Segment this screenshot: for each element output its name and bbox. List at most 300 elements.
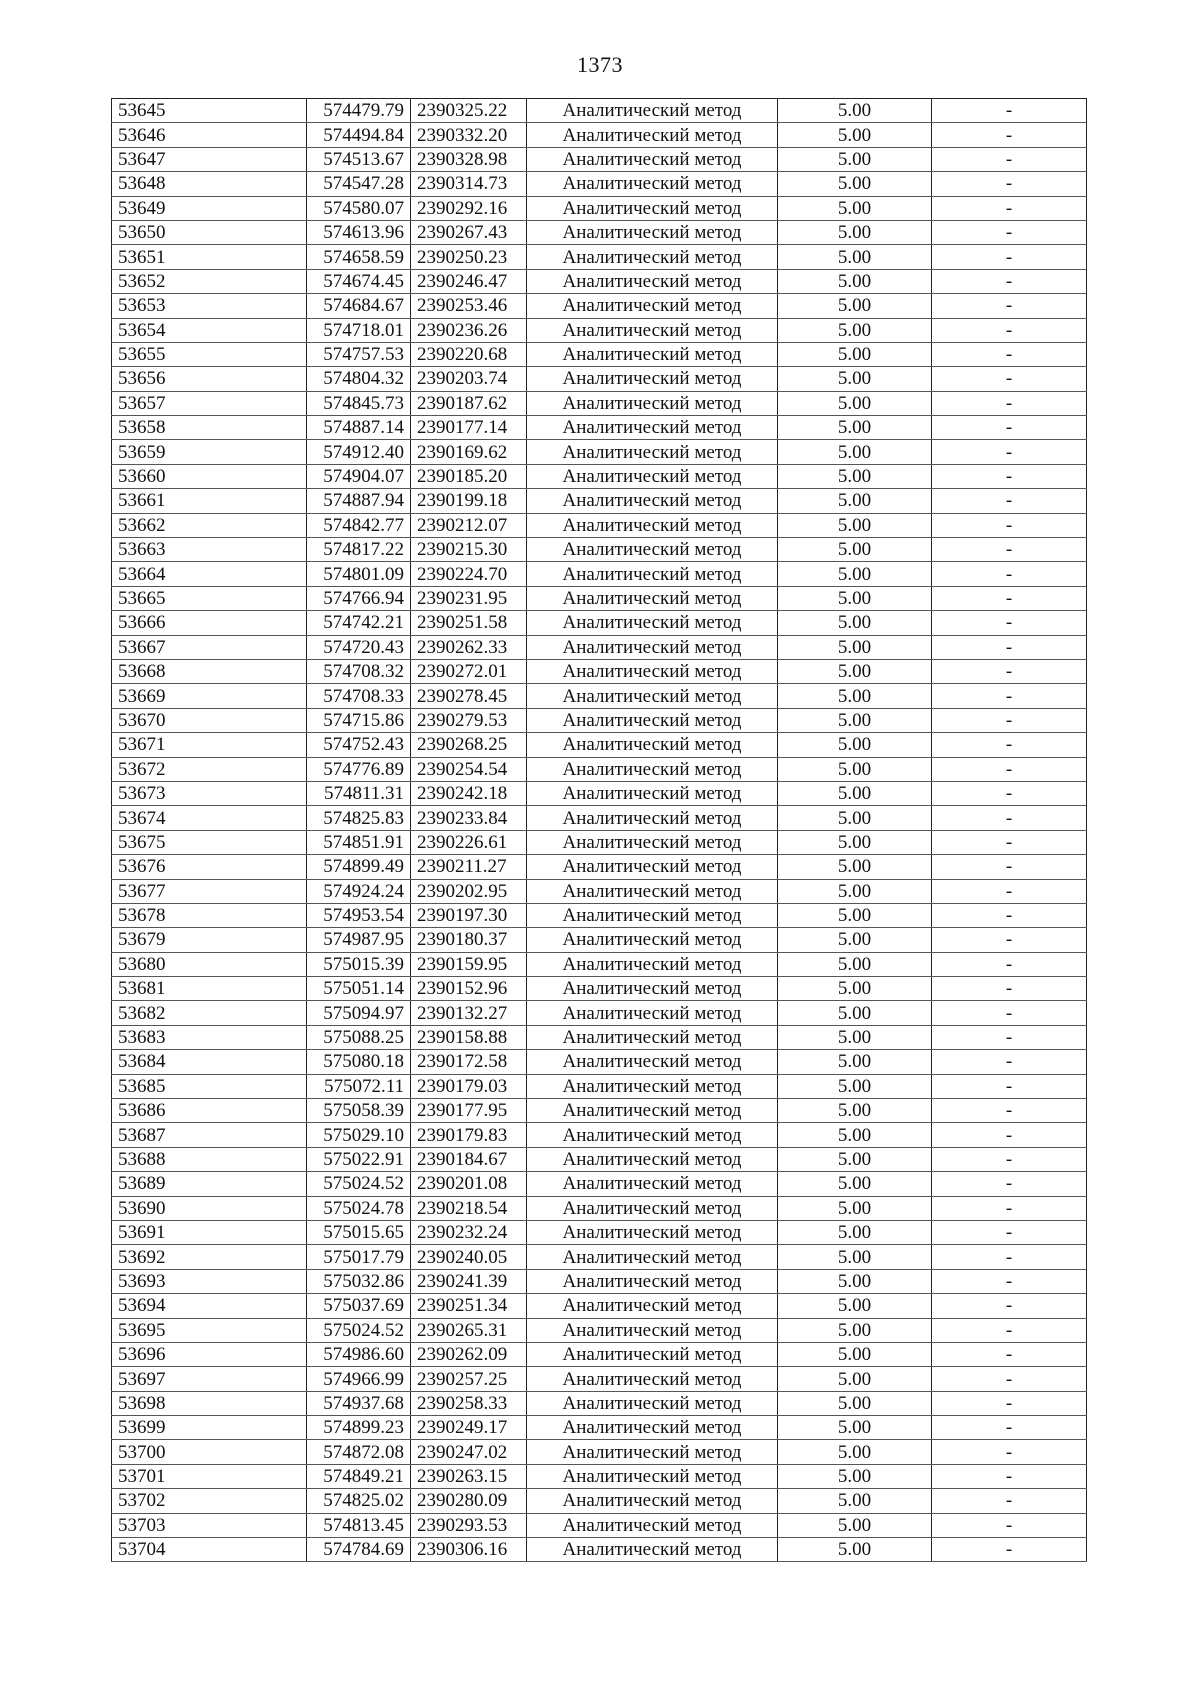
point-number-cell: 53655 — [112, 342, 307, 366]
description-cell: - — [932, 903, 1087, 927]
y-coordinate-cell: 2390199.18 — [411, 489, 527, 513]
y-coordinate-cell: 2390177.95 — [411, 1099, 527, 1123]
table-row — [112, 879, 1087, 903]
x-coordinate-cell: 574708.32 — [307, 659, 411, 683]
point-number-cell: 53665 — [112, 586, 307, 610]
table-row — [112, 99, 1087, 123]
point-number-cell: 53701 — [112, 1464, 307, 1488]
method-cell: Аналитический метод — [527, 1269, 778, 1293]
x-coordinate-cell: 574658.59 — [307, 245, 411, 269]
y-coordinate-cell: 2390251.34 — [411, 1294, 527, 1318]
y-coordinate-cell: 2390220.68 — [411, 342, 527, 366]
point-number-cell: 53700 — [112, 1440, 307, 1464]
x-coordinate-cell: 574811.31 — [307, 781, 411, 805]
precision-cell: 5.00 — [778, 391, 932, 415]
table-row — [112, 611, 1087, 635]
description-cell: - — [932, 879, 1087, 903]
x-coordinate-cell: 574912.40 — [307, 440, 411, 464]
precision-cell: 5.00 — [778, 196, 932, 220]
x-coordinate-cell: 575024.52 — [307, 1172, 411, 1196]
precision-cell: 5.00 — [778, 635, 932, 659]
y-coordinate-cell: 2390254.54 — [411, 757, 527, 781]
y-coordinate-cell: 2390236.26 — [411, 318, 527, 342]
point-number-cell: 53697 — [112, 1367, 307, 1391]
y-coordinate-cell: 2390253.46 — [411, 294, 527, 318]
point-number-cell: 53685 — [112, 1074, 307, 1098]
table-row — [112, 318, 1087, 342]
x-coordinate-cell: 574718.01 — [307, 318, 411, 342]
x-coordinate-cell: 575080.18 — [307, 1050, 411, 1074]
method-cell: Аналитический метод — [527, 538, 778, 562]
point-number-cell: 53690 — [112, 1196, 307, 1220]
point-number-cell: 53695 — [112, 1318, 307, 1342]
description-cell: - — [932, 416, 1087, 440]
table-row — [112, 1196, 1087, 1220]
method-cell: Аналитический метод — [527, 977, 778, 1001]
point-number-cell: 53662 — [112, 513, 307, 537]
x-coordinate-cell: 574742.21 — [307, 611, 411, 635]
precision-cell: 5.00 — [778, 489, 932, 513]
description-cell: - — [932, 830, 1087, 854]
y-coordinate-cell: 2390212.07 — [411, 513, 527, 537]
point-number-cell: 53694 — [112, 1294, 307, 1318]
y-coordinate-cell: 2390250.23 — [411, 245, 527, 269]
table-row — [112, 1123, 1087, 1147]
point-number-cell: 53677 — [112, 879, 307, 903]
description-cell: - — [932, 562, 1087, 586]
y-coordinate-cell: 2390258.33 — [411, 1391, 527, 1415]
method-cell: Аналитический метод — [527, 123, 778, 147]
x-coordinate-cell: 574720.43 — [307, 635, 411, 659]
precision-cell: 5.00 — [778, 1464, 932, 1488]
precision-cell: 5.00 — [778, 977, 932, 1001]
y-coordinate-cell: 2390179.83 — [411, 1123, 527, 1147]
table-row — [112, 1416, 1087, 1440]
y-coordinate-cell: 2390325.22 — [411, 99, 527, 123]
y-coordinate-cell: 2390218.54 — [411, 1196, 527, 1220]
x-coordinate-cell: 574966.99 — [307, 1367, 411, 1391]
point-number-cell: 53649 — [112, 196, 307, 220]
table-row — [112, 245, 1087, 269]
description-cell: - — [932, 611, 1087, 635]
table-row — [112, 1245, 1087, 1269]
description-cell: - — [932, 342, 1087, 366]
y-coordinate-cell: 2390262.33 — [411, 635, 527, 659]
description-cell: - — [932, 245, 1087, 269]
method-cell: Аналитический метод — [527, 1489, 778, 1513]
description-cell: - — [932, 1123, 1087, 1147]
precision-cell: 5.00 — [778, 1220, 932, 1244]
precision-cell: 5.00 — [778, 806, 932, 830]
method-cell: Аналитический метод — [527, 586, 778, 610]
x-coordinate-cell: 574845.73 — [307, 391, 411, 415]
x-coordinate-cell: 574580.07 — [307, 196, 411, 220]
x-coordinate-cell: 575024.52 — [307, 1318, 411, 1342]
x-coordinate-cell: 574513.67 — [307, 147, 411, 171]
point-number-cell: 53674 — [112, 806, 307, 830]
point-number-cell: 53658 — [112, 416, 307, 440]
table-row — [112, 1172, 1087, 1196]
method-cell: Аналитический метод — [527, 269, 778, 293]
table-row — [112, 440, 1087, 464]
precision-cell: 5.00 — [778, 1001, 932, 1025]
point-number-cell: 53704 — [112, 1538, 307, 1562]
y-coordinate-cell: 2390211.27 — [411, 855, 527, 879]
precision-cell: 5.00 — [778, 1489, 932, 1513]
precision-cell: 5.00 — [778, 538, 932, 562]
y-coordinate-cell: 2390246.47 — [411, 269, 527, 293]
precision-cell: 5.00 — [778, 123, 932, 147]
description-cell: - — [932, 733, 1087, 757]
x-coordinate-cell: 574887.94 — [307, 489, 411, 513]
table-row — [112, 1099, 1087, 1123]
description-cell: - — [932, 1074, 1087, 1098]
description-cell: - — [932, 1245, 1087, 1269]
table-row — [112, 781, 1087, 805]
x-coordinate-cell: 574479.79 — [307, 99, 411, 123]
method-cell: Аналитический метод — [527, 806, 778, 830]
precision-cell: 5.00 — [778, 733, 932, 757]
precision-cell: 5.00 — [778, 513, 932, 537]
method-cell: Аналитический метод — [527, 879, 778, 903]
description-cell: - — [932, 391, 1087, 415]
method-cell: Аналитический метод — [527, 830, 778, 854]
y-coordinate-cell: 2390314.73 — [411, 172, 527, 196]
y-coordinate-cell: 2390158.88 — [411, 1025, 527, 1049]
description-cell: - — [932, 318, 1087, 342]
method-cell: Аналитический метод — [527, 440, 778, 464]
point-number-cell: 53699 — [112, 1416, 307, 1440]
x-coordinate-cell: 574752.43 — [307, 733, 411, 757]
method-cell: Аналитический метод — [527, 952, 778, 976]
x-coordinate-cell: 574757.53 — [307, 342, 411, 366]
precision-cell: 5.00 — [778, 684, 932, 708]
x-coordinate-cell: 575017.79 — [307, 1245, 411, 1269]
description-cell: - — [932, 1001, 1087, 1025]
description-cell: - — [932, 1391, 1087, 1415]
y-coordinate-cell: 2390263.15 — [411, 1464, 527, 1488]
y-coordinate-cell: 2390187.62 — [411, 391, 527, 415]
method-cell: Аналитический метод — [527, 464, 778, 488]
precision-cell: 5.00 — [778, 367, 932, 391]
table-row — [112, 1220, 1087, 1244]
description-cell: - — [932, 1294, 1087, 1318]
method-cell: Аналитический метод — [527, 562, 778, 586]
method-cell: Аналитический метод — [527, 416, 778, 440]
method-cell: Аналитический метод — [527, 1538, 778, 1562]
method-cell: Аналитический метод — [527, 99, 778, 123]
description-cell: - — [932, 635, 1087, 659]
point-number-cell: 53660 — [112, 464, 307, 488]
method-cell: Аналитический метод — [527, 1172, 778, 1196]
table-row — [112, 1513, 1087, 1537]
description-cell: - — [932, 367, 1087, 391]
table-row — [112, 123, 1087, 147]
x-coordinate-cell: 575072.11 — [307, 1074, 411, 1098]
x-coordinate-cell: 574674.45 — [307, 269, 411, 293]
point-number-cell: 53646 — [112, 123, 307, 147]
method-cell: Аналитический метод — [527, 1342, 778, 1366]
point-number-cell: 53657 — [112, 391, 307, 415]
method-cell: Аналитический метод — [527, 294, 778, 318]
point-number-cell: 53654 — [112, 318, 307, 342]
description-cell: - — [932, 781, 1087, 805]
method-cell: Аналитический метод — [527, 928, 778, 952]
coordinates-table — [111, 98, 1087, 1562]
method-cell: Аналитический метод — [527, 1367, 778, 1391]
x-coordinate-cell: 574813.45 — [307, 1513, 411, 1537]
method-cell: Аналитический метод — [527, 1464, 778, 1488]
x-coordinate-cell: 574986.60 — [307, 1342, 411, 1366]
precision-cell: 5.00 — [778, 269, 932, 293]
y-coordinate-cell: 2390224.70 — [411, 562, 527, 586]
table-row — [112, 1367, 1087, 1391]
y-coordinate-cell: 2390280.09 — [411, 1489, 527, 1513]
description-cell: - — [932, 172, 1087, 196]
precision-cell: 5.00 — [778, 1367, 932, 1391]
precision-cell: 5.00 — [778, 1416, 932, 1440]
table-row — [112, 196, 1087, 220]
y-coordinate-cell: 2390159.95 — [411, 952, 527, 976]
precision-cell: 5.00 — [778, 172, 932, 196]
y-coordinate-cell: 2390278.45 — [411, 684, 527, 708]
precision-cell: 5.00 — [778, 708, 932, 732]
description-cell: - — [932, 1464, 1087, 1488]
precision-cell: 5.00 — [778, 1269, 932, 1293]
point-number-cell: 53647 — [112, 147, 307, 171]
description-cell: - — [932, 1147, 1087, 1171]
x-coordinate-cell: 575029.10 — [307, 1123, 411, 1147]
table-row — [112, 1342, 1087, 1366]
x-coordinate-cell: 574776.89 — [307, 757, 411, 781]
description-cell: - — [932, 1440, 1087, 1464]
method-cell: Аналитический метод — [527, 1318, 778, 1342]
point-number-cell: 53678 — [112, 903, 307, 927]
y-coordinate-cell: 2390240.05 — [411, 1245, 527, 1269]
y-coordinate-cell: 2390215.30 — [411, 538, 527, 562]
y-coordinate-cell: 2390197.30 — [411, 903, 527, 927]
table-row — [112, 538, 1087, 562]
x-coordinate-cell: 574547.28 — [307, 172, 411, 196]
table-row — [112, 1074, 1087, 1098]
table-row — [112, 977, 1087, 1001]
y-coordinate-cell: 2390265.31 — [411, 1318, 527, 1342]
method-cell: Аналитический метод — [527, 855, 778, 879]
precision-cell: 5.00 — [778, 903, 932, 927]
precision-cell: 5.00 — [778, 1440, 932, 1464]
precision-cell: 5.00 — [778, 855, 932, 879]
point-number-cell: 53703 — [112, 1513, 307, 1537]
precision-cell: 5.00 — [778, 416, 932, 440]
description-cell: - — [932, 464, 1087, 488]
description-cell: - — [932, 1196, 1087, 1220]
table-row — [112, 830, 1087, 854]
page-number: 1373 — [577, 52, 623, 77]
description-cell: - — [932, 99, 1087, 123]
method-cell: Аналитический метод — [527, 1196, 778, 1220]
precision-cell: 5.00 — [778, 1196, 932, 1220]
table-row — [112, 1391, 1087, 1415]
x-coordinate-cell: 574494.84 — [307, 123, 411, 147]
method-cell: Аналитический метод — [527, 342, 778, 366]
precision-cell: 5.00 — [778, 562, 932, 586]
point-number-cell: 53679 — [112, 928, 307, 952]
table-row — [112, 489, 1087, 513]
table-row — [112, 1147, 1087, 1171]
method-cell: Аналитический метод — [527, 1294, 778, 1318]
precision-cell: 5.00 — [778, 952, 932, 976]
y-coordinate-cell: 2390172.58 — [411, 1050, 527, 1074]
description-cell: - — [932, 489, 1087, 513]
x-coordinate-cell: 574924.24 — [307, 879, 411, 903]
point-number-cell: 53687 — [112, 1123, 307, 1147]
method-cell: Аналитический метод — [527, 1220, 778, 1244]
description-cell: - — [932, 928, 1087, 952]
point-number-cell: 53659 — [112, 440, 307, 464]
point-number-cell: 53656 — [112, 367, 307, 391]
point-number-cell: 53652 — [112, 269, 307, 293]
precision-cell: 5.00 — [778, 659, 932, 683]
precision-cell: 5.00 — [778, 1342, 932, 1366]
point-number-cell: 53693 — [112, 1269, 307, 1293]
description-cell: - — [932, 1538, 1087, 1562]
point-number-cell: 53671 — [112, 733, 307, 757]
precision-cell: 5.00 — [778, 342, 932, 366]
method-cell: Аналитический метод — [527, 684, 778, 708]
y-coordinate-cell: 2390132.27 — [411, 1001, 527, 1025]
y-coordinate-cell: 2390203.74 — [411, 367, 527, 391]
precision-cell: 5.00 — [778, 1123, 932, 1147]
method-cell: Аналитический метод — [527, 318, 778, 342]
method-cell: Аналитический метод — [527, 1440, 778, 1464]
point-number-cell: 53670 — [112, 708, 307, 732]
point-number-cell: 53651 — [112, 245, 307, 269]
precision-cell: 5.00 — [778, 1318, 932, 1342]
description-cell: - — [932, 1172, 1087, 1196]
x-coordinate-cell: 574766.94 — [307, 586, 411, 610]
x-coordinate-cell: 574825.83 — [307, 806, 411, 830]
y-coordinate-cell: 2390268.25 — [411, 733, 527, 757]
description-cell: - — [932, 440, 1087, 464]
y-coordinate-cell: 2390180.37 — [411, 928, 527, 952]
y-coordinate-cell: 2390251.58 — [411, 611, 527, 635]
y-coordinate-cell: 2390262.09 — [411, 1342, 527, 1366]
y-coordinate-cell: 2390177.14 — [411, 416, 527, 440]
table-row — [112, 733, 1087, 757]
y-coordinate-cell: 2390202.95 — [411, 879, 527, 903]
table-row — [112, 1464, 1087, 1488]
method-cell: Аналитический метод — [527, 1391, 778, 1415]
table-row — [112, 903, 1087, 927]
x-coordinate-cell: 574817.22 — [307, 538, 411, 562]
table-row — [112, 684, 1087, 708]
precision-cell: 5.00 — [778, 1538, 932, 1562]
method-cell: Аналитический метод — [527, 513, 778, 537]
point-number-cell: 53663 — [112, 538, 307, 562]
precision-cell: 5.00 — [778, 1050, 932, 1074]
precision-cell: 5.00 — [778, 1074, 932, 1098]
method-cell: Аналитический метод — [527, 903, 778, 927]
x-coordinate-cell: 575058.39 — [307, 1099, 411, 1123]
precision-cell: 5.00 — [778, 1099, 932, 1123]
x-coordinate-cell: 574801.09 — [307, 562, 411, 586]
y-coordinate-cell: 2390201.08 — [411, 1172, 527, 1196]
precision-cell: 5.00 — [778, 1513, 932, 1537]
y-coordinate-cell: 2390233.84 — [411, 806, 527, 830]
y-coordinate-cell: 2390279.53 — [411, 708, 527, 732]
description-cell: - — [932, 123, 1087, 147]
precision-cell: 5.00 — [778, 1391, 932, 1415]
point-number-cell: 53676 — [112, 855, 307, 879]
method-cell: Аналитический метод — [527, 172, 778, 196]
precision-cell: 5.00 — [778, 611, 932, 635]
precision-cell: 5.00 — [778, 220, 932, 244]
description-cell: - — [932, 1513, 1087, 1537]
precision-cell: 5.00 — [778, 879, 932, 903]
y-coordinate-cell: 2390231.95 — [411, 586, 527, 610]
method-cell: Аналитический метод — [527, 1099, 778, 1123]
table-row — [112, 708, 1087, 732]
table-row — [112, 464, 1087, 488]
x-coordinate-cell: 574842.77 — [307, 513, 411, 537]
description-cell: - — [932, 1025, 1087, 1049]
method-cell: Аналитический метод — [527, 1416, 778, 1440]
point-number-cell: 53667 — [112, 635, 307, 659]
point-number-cell: 53696 — [112, 1342, 307, 1366]
description-cell: - — [932, 586, 1087, 610]
x-coordinate-cell: 574904.07 — [307, 464, 411, 488]
precision-cell: 5.00 — [778, 1025, 932, 1049]
point-number-cell: 53668 — [112, 659, 307, 683]
description-cell: - — [932, 513, 1087, 537]
point-number-cell: 53698 — [112, 1391, 307, 1415]
table-row — [112, 1318, 1087, 1342]
y-coordinate-cell: 2390185.20 — [411, 464, 527, 488]
description-cell: - — [932, 220, 1087, 244]
precision-cell: 5.00 — [778, 1172, 932, 1196]
x-coordinate-cell: 574849.21 — [307, 1464, 411, 1488]
x-coordinate-cell: 575051.14 — [307, 977, 411, 1001]
point-number-cell: 53692 — [112, 1245, 307, 1269]
table-row — [112, 513, 1087, 537]
description-cell: - — [932, 294, 1087, 318]
point-number-cell: 53686 — [112, 1099, 307, 1123]
method-cell: Аналитический метод — [527, 733, 778, 757]
description-cell: - — [932, 684, 1087, 708]
description-cell: - — [932, 855, 1087, 879]
point-number-cell: 53661 — [112, 489, 307, 513]
point-number-cell: 53682 — [112, 1001, 307, 1025]
description-cell: - — [932, 757, 1087, 781]
table-row — [112, 1538, 1087, 1562]
table-row — [112, 147, 1087, 171]
description-cell: - — [932, 1220, 1087, 1244]
table-row — [112, 757, 1087, 781]
method-cell: Аналитический метод — [527, 1513, 778, 1537]
description-cell: - — [932, 1099, 1087, 1123]
y-coordinate-cell: 2390241.39 — [411, 1269, 527, 1293]
y-coordinate-cell: 2390184.67 — [411, 1147, 527, 1171]
table-row — [112, 294, 1087, 318]
point-number-cell: 53691 — [112, 1220, 307, 1244]
precision-cell: 5.00 — [778, 1245, 932, 1269]
point-number-cell: 53689 — [112, 1172, 307, 1196]
x-coordinate-cell: 575015.39 — [307, 952, 411, 976]
precision-cell: 5.00 — [778, 147, 932, 171]
precision-cell: 5.00 — [778, 294, 932, 318]
method-cell: Аналитический метод — [527, 1245, 778, 1269]
precision-cell: 5.00 — [778, 757, 932, 781]
